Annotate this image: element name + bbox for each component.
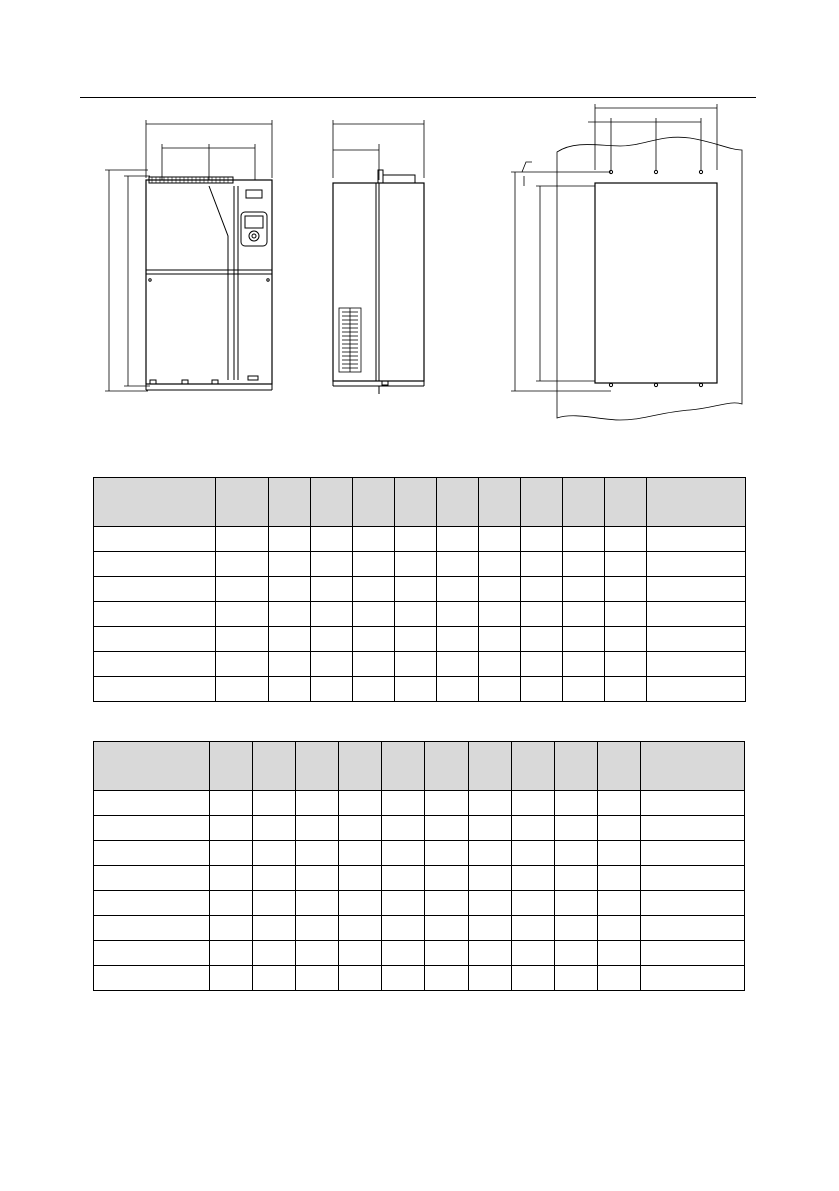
- header-cell: [253, 742, 296, 791]
- table-row: [94, 916, 745, 941]
- header-cell: [210, 742, 253, 791]
- table-header-row: [94, 742, 745, 791]
- dimension-table-1: [93, 477, 746, 702]
- table-row: [94, 816, 745, 841]
- header-cell: [425, 742, 468, 791]
- table-row: [94, 941, 745, 966]
- header-cell: [94, 478, 216, 527]
- header-cell: [640, 742, 744, 791]
- header-cell: [311, 478, 353, 527]
- table-row: [94, 627, 746, 652]
- table-row: [94, 966, 745, 991]
- header-cell: [554, 742, 597, 791]
- header-cell: [339, 742, 382, 791]
- header-cell: [479, 478, 521, 527]
- header-cell: [94, 742, 210, 791]
- front-view: [105, 120, 272, 391]
- side-view: [333, 120, 424, 394]
- header-cell: [296, 742, 339, 791]
- outline-drawing: [0, 0, 839, 460]
- table-row: [94, 866, 745, 891]
- table-row: [94, 891, 745, 916]
- header-cell: [521, 478, 563, 527]
- table-row: [94, 602, 746, 627]
- table-row: [94, 841, 745, 866]
- header-cell: [563, 478, 605, 527]
- table-row: [94, 527, 746, 552]
- table-row: [94, 577, 746, 602]
- dimension-table-2: [93, 741, 745, 991]
- header-cell: [216, 478, 269, 527]
- table-header-row: [94, 478, 746, 527]
- table-row: [94, 677, 746, 702]
- table-row: [94, 552, 746, 577]
- header-cell: [269, 478, 311, 527]
- header-cell: [511, 742, 554, 791]
- header-cell: [353, 478, 395, 527]
- table-row: [94, 652, 746, 677]
- header-cell: [597, 742, 640, 791]
- mounting-template: [511, 104, 742, 420]
- header-cell: [437, 478, 479, 527]
- header-cell: [647, 478, 746, 527]
- header-cell: [382, 742, 425, 791]
- header-cell: [605, 478, 647, 527]
- header-cell: [468, 742, 511, 791]
- header-cell: [395, 478, 437, 527]
- table-row: [94, 791, 745, 816]
